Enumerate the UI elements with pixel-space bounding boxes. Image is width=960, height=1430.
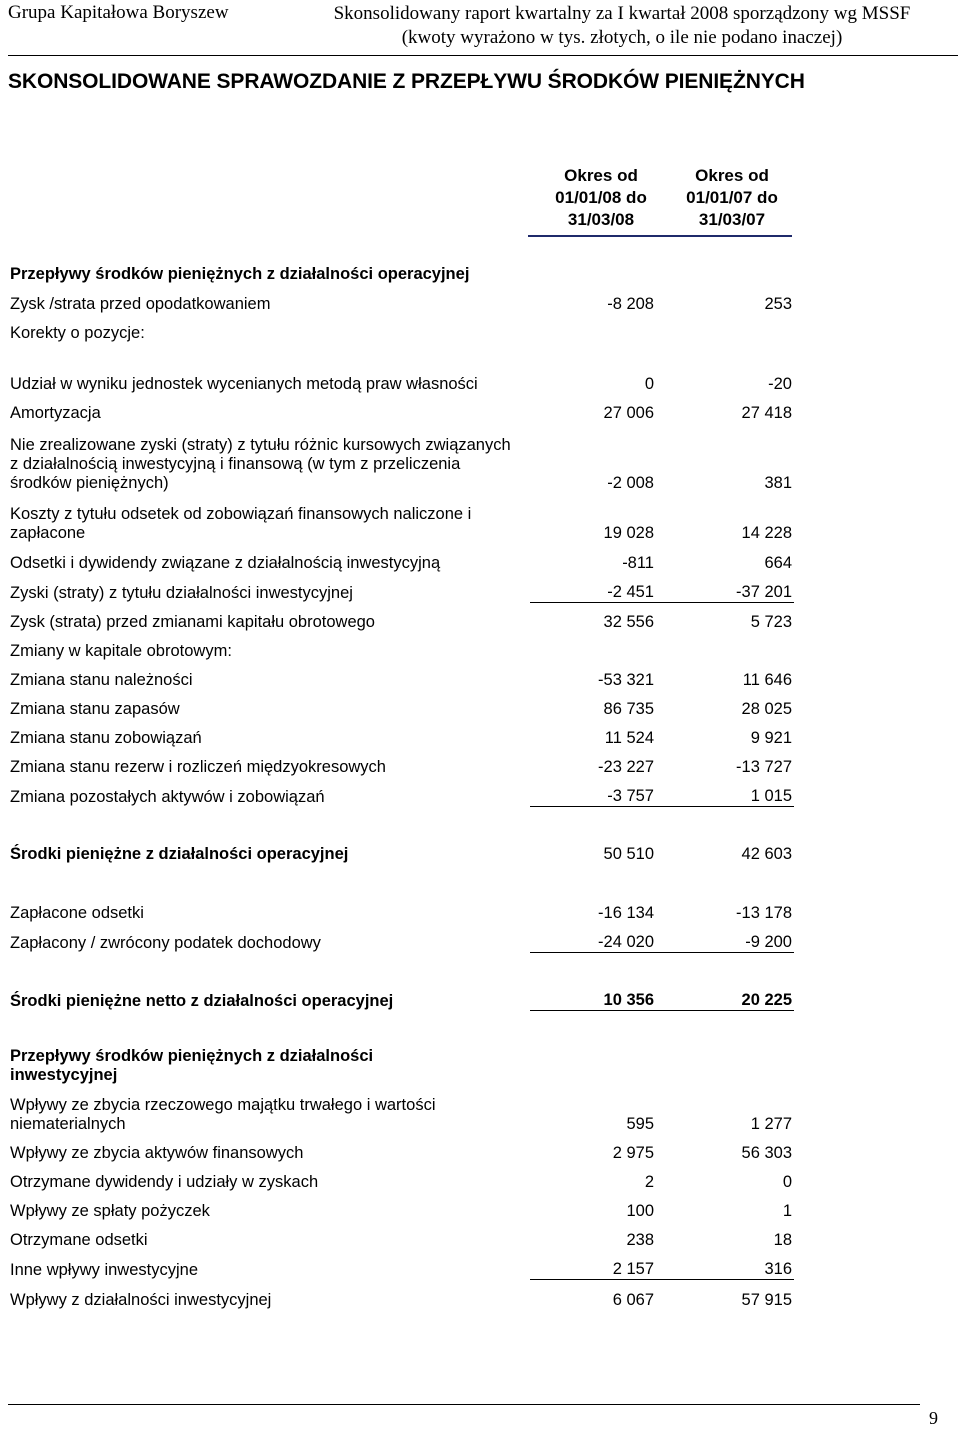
table-row <box>10 699 794 719</box>
value-2007: 57 915 <box>741 1291 792 1309</box>
table-row <box>10 503 794 543</box>
value-2007: 1 <box>782 1202 792 1220</box>
table-row <box>10 323 794 343</box>
row-label: Zysk (strata) przed zmianami kapitału obrotowego <box>10 613 375 631</box>
report-title-line: Skonsolidowany raport kwartalny za I kwartał 2008 sporządzony wg MSSF <box>333 3 911 24</box>
value-2008: -8 208 <box>607 295 654 313</box>
value-2007: 20 225 <box>656 991 794 1011</box>
value-2008: 11 524 <box>604 729 654 747</box>
table-row <box>10 1230 794 1250</box>
value-2007: 14 228 <box>741 524 792 542</box>
row-label: Zmiana stanu rezerw i rozliczeń międzyokresowych <box>10 758 386 776</box>
value-2007: 11 646 <box>742 671 792 689</box>
value-2008: 2 157 <box>530 1260 656 1280</box>
value-2007: -13 178 <box>736 904 792 922</box>
table-row <box>10 246 794 284</box>
column-header-line: 31/03/07 <box>698 210 766 229</box>
value-2007: 1 015 <box>656 787 794 807</box>
table-row <box>10 1172 794 1192</box>
row-label: Korekty o pozycje: <box>10 324 145 342</box>
value-2008: -811 <box>622 554 654 572</box>
table-row <box>10 612 794 632</box>
row-label: Zmiana stanu należności <box>10 671 193 689</box>
table-row <box>10 1290 794 1310</box>
column-header-divider <box>528 235 792 237</box>
value-2008: -2 008 <box>607 474 654 492</box>
column-header-line: Okres od <box>695 166 769 185</box>
value-2007: 42 603 <box>741 845 792 863</box>
value-2007: 316 <box>656 1260 794 1280</box>
value-2008: 10 356 <box>530 991 656 1011</box>
table-row <box>10 1259 794 1280</box>
column-header-2007 <box>670 165 794 231</box>
value-2007: -13 727 <box>736 758 792 776</box>
table-row <box>10 786 794 807</box>
table-row <box>10 1045 794 1085</box>
value-2007: 5 723 <box>750 613 792 631</box>
value-2008: 6 067 <box>612 1291 654 1309</box>
value-2007: -20 <box>768 375 792 393</box>
value-2007: 56 303 <box>741 1144 792 1162</box>
value-2008: -53 321 <box>598 671 654 689</box>
row-label: Otrzymane odsetki <box>10 1231 148 1249</box>
row-label: Inne wpływy inwestycyjne <box>10 1261 198 1279</box>
column-header-line: 01/01/07 do <box>686 188 778 207</box>
column-header-line: Okres od <box>564 166 638 185</box>
value-2007: 9 921 <box>750 729 792 747</box>
value-2008: 100 <box>626 1202 654 1220</box>
value-2008: -2 451 <box>530 583 656 603</box>
row-label: Otrzymane dywidendy i udziały w zyskach <box>10 1173 319 1191</box>
footer-divider <box>8 1404 920 1405</box>
header-divider <box>8 55 958 56</box>
page-title: SKONSOLIDOWANE SPRAWOZDANIE Z PRZEPŁYWU ŚRODKÓW PIENIĘŻNYCH <box>8 70 805 93</box>
row-label: Amortyzacja <box>10 404 101 422</box>
table-row <box>10 844 794 864</box>
value-2007: -37 201 <box>656 583 794 603</box>
table-row <box>10 757 794 777</box>
value-2008: 19 028 <box>603 524 654 542</box>
row-label: Odsetki i dywidendy związane z działalnością inwestycyjną <box>10 554 441 572</box>
table-row <box>10 990 794 1011</box>
table-row <box>10 670 794 690</box>
row-label: Zmiany w kapitale obrotowym: <box>10 642 232 660</box>
table-row <box>10 728 794 748</box>
value-2007: 18 <box>773 1231 792 1249</box>
row-label: Środki pieniężne netto z działalności operacyjnej <box>10 992 394 1010</box>
value-2008: 2 <box>644 1173 654 1191</box>
table-row <box>10 1143 794 1163</box>
row-label: Udział w wyniku jednostek wycenianych metodą praw własności <box>10 375 478 393</box>
table-row <box>10 582 794 603</box>
table-row <box>10 433 794 493</box>
value-2007: 253 <box>764 295 792 313</box>
table-row <box>10 903 794 923</box>
value-2008: -24 020 <box>530 933 656 953</box>
table-row <box>10 641 794 661</box>
table-row <box>10 294 794 314</box>
row-label: Koszty z tytułu odsetek od zobowiązań finansowych naliczone i zapłacone <box>10 505 472 542</box>
value-2007: 664 <box>764 554 792 572</box>
value-2007: 1 277 <box>750 1115 792 1133</box>
table-row <box>10 403 794 423</box>
value-2007: 28 025 <box>741 700 792 718</box>
report-units-line: (kwoty wyrażono w tys. złotych, o ile nie podano inaczej) <box>401 27 843 48</box>
value-2008: 595 <box>626 1115 654 1133</box>
table-row <box>10 932 794 953</box>
column-header-2008 <box>538 165 664 231</box>
value-2008: 32 556 <box>603 613 654 631</box>
page-number: 9 <box>929 1408 938 1428</box>
row-label: Zmiana stanu zobowiązań <box>10 729 202 747</box>
value-2008: 238 <box>626 1231 654 1249</box>
column-header-line: 01/01/08 do <box>555 188 647 207</box>
value-2008: -23 227 <box>598 758 654 776</box>
value-2007: -9 200 <box>656 933 794 953</box>
column-header-line: 31/03/08 <box>567 210 635 229</box>
value-2007: 27 418 <box>741 404 792 422</box>
value-2007: 381 <box>764 474 792 492</box>
value-2007: 0 <box>782 1173 792 1191</box>
company-name: Grupa Kapitałowa Boryszew <box>8 2 229 23</box>
value-2008: -3 757 <box>530 787 656 807</box>
row-label: Przepływy środków pieniężnych z działalności inwestycyjnej <box>10 1047 374 1084</box>
table-row <box>10 354 794 394</box>
row-label: Środki pieniężne z działalności operacyjnej <box>10 845 349 863</box>
table-row <box>10 1201 794 1221</box>
table-row <box>10 1094 794 1134</box>
row-label: Zapłacony / zwrócony podatek dochodowy <box>10 934 321 952</box>
value-2008: 0 <box>644 375 654 393</box>
row-label: Zysk /strata przed opodatkowaniem <box>10 295 271 313</box>
value-2008: 27 006 <box>603 404 654 422</box>
row-label: Przepływy środków pieniężnych z działalności operacyjnej <box>10 265 470 283</box>
cash-flow-table <box>10 246 794 1310</box>
report-header <box>302 2 942 50</box>
row-label: Wpływy ze spłaty pożyczek <box>10 1202 210 1220</box>
table-row <box>10 553 794 573</box>
row-label: Wpływy ze zbycia aktywów finansowych <box>10 1144 304 1162</box>
value-2008: 2 975 <box>612 1144 654 1162</box>
value-2008: 86 735 <box>603 700 654 718</box>
row-label: Zapłacone odsetki <box>10 904 144 922</box>
row-label: Zyski (straty) z tytułu działalności inwestycyjnej <box>10 584 353 602</box>
value-2008: -16 134 <box>598 904 654 922</box>
row-label: Nie zrealizowane zyski (straty) z tytułu różnic kursowych związanych z działalnością inwestycyjną i finansową (w tym z przeliczenia środków pieniężnych) <box>10 436 511 492</box>
row-label: Zmiana stanu zapasów <box>10 700 180 718</box>
value-2008: 50 510 <box>603 845 654 863</box>
row-label: Wpływy z działalności inwestycyjnej <box>10 1291 272 1309</box>
row-label: Zmiana pozostałych aktywów i zobowiązań <box>10 788 325 806</box>
row-label: Wpływy ze zbycia rzeczowego majątku trwałego i wartości niematerialnych <box>10 1096 436 1133</box>
